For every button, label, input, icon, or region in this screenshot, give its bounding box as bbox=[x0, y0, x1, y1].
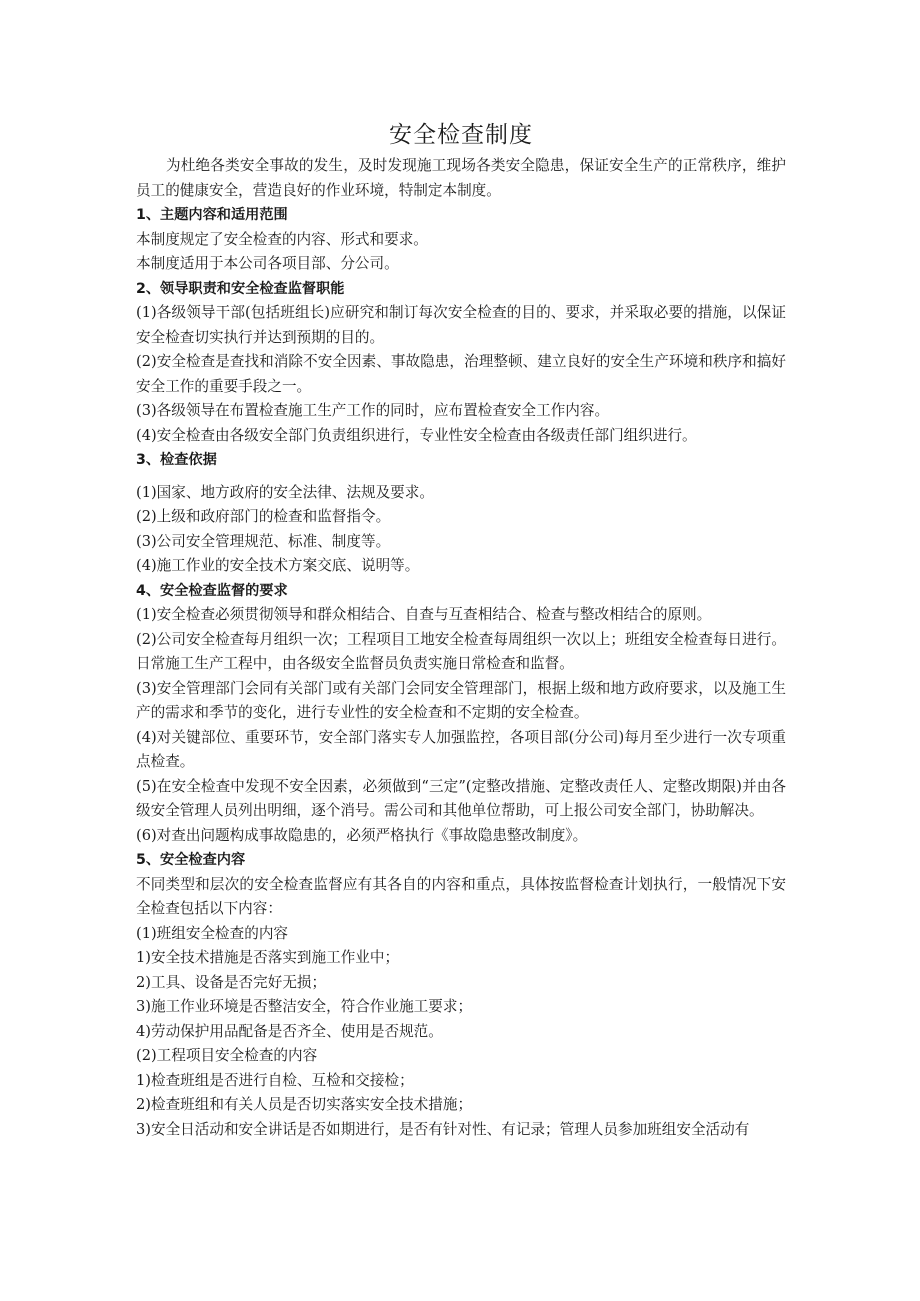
section-heading: 2、领导职责和安全检查监督职能 bbox=[136, 280, 345, 297]
paragraph: (3)安全管理部门会同有关部门或有关部门会同安全管理部门，根据上级和地方政府要求，以及施工生产的需求和季节的变化，进行专业性的安全检查和不定期的安全检查。 bbox=[136, 679, 786, 721]
paragraph: (1)国家、地方政府的安全法律、法规及要求。 bbox=[136, 483, 434, 501]
paragraph: (5)在安全检查中发现不安全因素，必须做到“三定”(定整改措施、定整改责任人、定整改期限)并由各级安全管理人员列出明细，逐个消号。需公司和其他单位帮助，可上报公司安全部门，协助解决。 bbox=[136, 777, 786, 819]
paragraph: (2)工程项目安全检查的内容 bbox=[136, 1047, 318, 1064]
section-3 bbox=[136, 448, 786, 579]
section-heading: 5、安全检查内容 bbox=[136, 852, 246, 868]
paragraph: (1)班组安全检查的内容 bbox=[136, 924, 289, 942]
section-2 bbox=[136, 277, 786, 449]
paragraph: 4)劳动保护用品配备是否齐全、使用是否规范。 bbox=[136, 1022, 443, 1040]
paragraph: (2)公司安全检查每月组织一次；工程项目工地安全检查每周组织一次以上；班组安全检查每日进行。日常施工生产工程中，由各级安全监督员负责实施日常检查和监督。 bbox=[136, 630, 786, 672]
paragraph: (4)安全检查由各级安全部门负责组织进行，专业性安全检查由各级责任部门组织进行。 bbox=[136, 426, 697, 444]
document-page bbox=[136, 118, 786, 1142]
paragraph: 3)施工作业环境是否整洁安全，符合作业施工要求； bbox=[136, 998, 473, 1015]
paragraph: (2)安全检查是查找和消除不安全因素、事故隐患，治理整顿、建立良好的安全生产环境和秩序和搞好安全工作的重要手段之一。 bbox=[136, 353, 786, 395]
paragraph: (2)上级和政府部门的检查和监督指令。 bbox=[136, 508, 391, 525]
paragraph: 本制度规定了安全检查的内容、形式和要求。 bbox=[136, 230, 428, 248]
intro-paragraph: 为杜绝各类安全事故的发生，及时发现施工现场各类安全隐患，保证安全生产的正常秩序，维护员工的健康安全，营造良好的作业环境，特制定本制度。 bbox=[136, 157, 786, 199]
paragraph: (4)对关键部位、重要环节，安全部门落实专人加强监控，各项目部(分公司)每月至少进行一次专项重点检查。 bbox=[136, 728, 786, 770]
paragraph: (3)各级领导在布置检查施工生产工作的同时，应布置检查安全工作内容。 bbox=[136, 402, 610, 419]
section-heading: 1、主题内容和适用范围 bbox=[136, 207, 288, 223]
paragraph: 不同类型和层次的安全检查监督应有其各自的内容和重点，具体按监督检查计划执行，一般情况下安全检查包括以下内容： bbox=[136, 875, 786, 917]
paragraph: 1)安全技术措施是否落实到施工作业中； bbox=[136, 949, 400, 966]
paragraph: (1)安全检查必须贯彻领导和群众相结合、自查与互查相结合、检查与整改相结合的原则。 bbox=[136, 606, 712, 623]
paragraph: 本制度适用于本公司各项目部、分公司。 bbox=[136, 255, 399, 272]
section-5 bbox=[136, 848, 786, 1142]
paragraph: 3)安全日活动和安全讲话是否如期进行，是否有针对性、有记录；管理人员参加班组安全活动有 bbox=[136, 1120, 750, 1138]
section-4 bbox=[136, 579, 786, 849]
paragraph: (6)对查出问题构成事故隐患的，必须严格执行《事故隐患整改制度》。 bbox=[136, 826, 588, 844]
paragraph: (4)施工作业的安全技术方案交底、说明等。 bbox=[136, 557, 420, 574]
paragraph: 2)工具、设备是否完好无损； bbox=[136, 973, 327, 991]
section-heading: 3、检查依据 bbox=[136, 452, 217, 468]
paragraph: (3)公司安全管理规范、标准、制度等。 bbox=[136, 532, 391, 550]
section-heading: 4、安全检查监督的要求 bbox=[136, 582, 288, 599]
section-1 bbox=[136, 203, 786, 277]
paragraph: 2)检查班组和有关人员是否切实落实安全技术措施； bbox=[136, 1096, 473, 1113]
paragraph: 1)检查班组是否进行自检、互检和交接检； bbox=[136, 1071, 414, 1089]
paragraph: (1)各级领导干部(包括班组长)应研究和制订每次安全检查的目的、要求，并采取必要的措施，以保证安全检查切实执行并达到预期的目的。 bbox=[136, 304, 786, 346]
document-title: 安全检查制度 bbox=[389, 122, 533, 148]
